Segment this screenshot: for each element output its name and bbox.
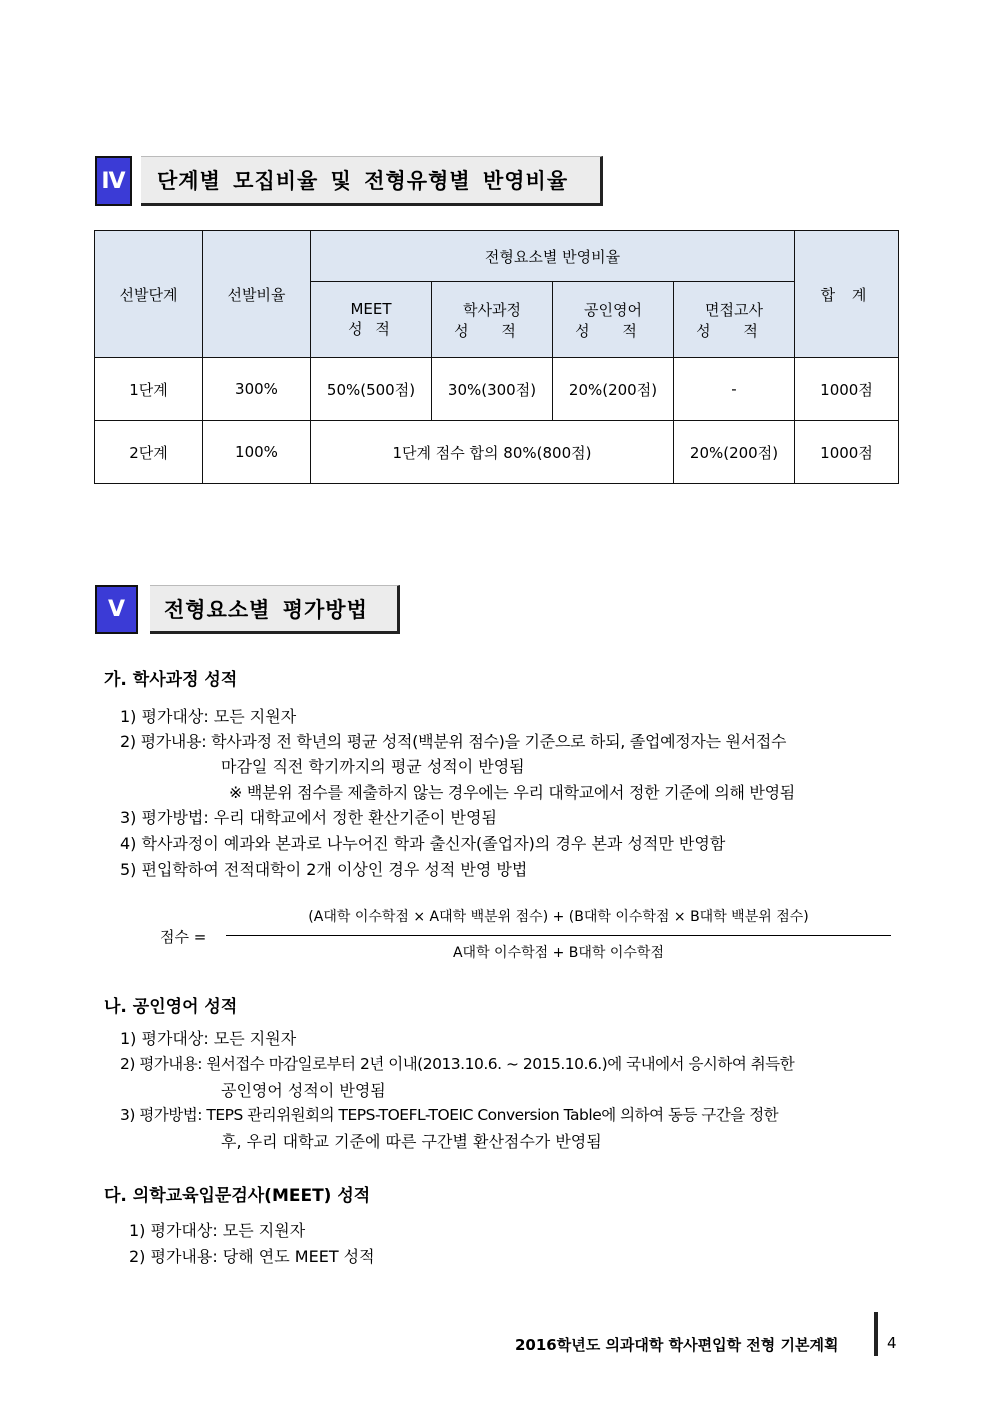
header-meet-line2: 성 적: [348, 320, 394, 338]
a-line5: 5) 편입학하여 전적대학이 2개 이상인 경우 성적 반영 방법: [120, 860, 528, 879]
header-interview-line1: 면접고사: [705, 300, 763, 319]
table-row: [95, 358, 899, 421]
header-meet: [311, 282, 432, 358]
header-gpa-line1: 학사과정: [463, 300, 521, 319]
a-line4: 4) 학사과정이 예과와 본과로 나누어진 학과 출신자(졸업자)의 경우 본과 성적만 반영함: [120, 834, 726, 853]
header-interview-line2: 성 적: [696, 321, 772, 340]
header-stage: 선발단계: [95, 231, 203, 358]
a-line1: 1) 평가대상: 모든 지원자: [120, 707, 297, 726]
section4-number: Ⅳ: [95, 156, 132, 206]
header-interview: [674, 282, 795, 358]
section5-title: 전형요소별 평가방법: [150, 585, 400, 634]
header-english-line1: 공인영어: [584, 300, 642, 319]
header-gpa-line2: 성 적: [454, 321, 530, 340]
row2-total: 1000점: [795, 421, 899, 484]
section5-number: Ⅴ: [95, 585, 138, 634]
section5-header: [95, 585, 400, 634]
row1-gpa: 30%(300점): [432, 358, 553, 421]
b-line1: 1) 평가대상: 모든 지원자: [120, 1029, 297, 1048]
header-english: [553, 282, 674, 358]
b-line3b: 후, 우리 대학교 기준에 따른 구간별 환산점수가 반영됨: [221, 1132, 602, 1151]
subsection-b-heading: 나. 공인영어 성적: [104, 997, 238, 1017]
formula-label: 점수 =: [160, 928, 207, 946]
b-line3: 3) 평가방법: TEPS 관리위원회의 TEPS-TOEFL-TOEIC Conversion Table에 의하여 동등 구간을 정한: [120, 1106, 779, 1124]
row1-ratio: 300%: [203, 358, 311, 421]
c-line2: 2) 평가내용: 당해 연도 MEET 성적: [129, 1247, 375, 1266]
subsection-a-heading: 가. 학사과정 성적: [104, 670, 238, 690]
footer-divider: [874, 1312, 878, 1356]
row2-interview: 20%(200점): [674, 421, 795, 484]
footer-title: 2016학년도 의과대학 학사편입학 전형 기본계획: [515, 1336, 839, 1354]
page-number: 4: [887, 1334, 897, 1352]
table-row: [95, 421, 899, 484]
header-ratio: 선발비율: [203, 231, 311, 358]
formula-numerator: (A대학 이수학점 × A대학 백분위 점수) + (B대학 이수학점 × B대학 백분위 점수): [308, 909, 809, 925]
formula-fraction-bar: [226, 935, 891, 936]
selection-ratio-table: [94, 230, 899, 484]
row1-stage: 1단계: [95, 358, 203, 421]
c-line1: 1) 평가대상: 모든 지원자: [129, 1221, 306, 1240]
row1-total: 1000점: [795, 358, 899, 421]
b-line2b: 공인영어 성적이 반영됨: [221, 1081, 386, 1100]
a-line2: 2) 평가내용: 학사과정 전 학년의 평균 성적(백분위 점수)을 기준으로 하되, 졸업예정자는 원서접수: [120, 732, 787, 751]
a-line3: 3) 평가방법: 우리 대학교에서 정한 환산기준이 반영됨: [120, 808, 497, 827]
header-meet-line1: MEET: [350, 300, 392, 318]
a-line2c: ※ 백분위 점수를 제출하지 않는 경우에는 우리 대학교에서 정한 기준에 의해 반영됨: [229, 783, 795, 802]
row1-english: 20%(200점): [553, 358, 674, 421]
section4-title: 단계별 모집비율 및 전형유형별 반영비율: [141, 156, 603, 206]
row1-meet: 50%(500점): [311, 358, 432, 421]
section4-header: [95, 156, 603, 206]
formula-denominator: A대학 이수학점 + B대학 이수학점: [452, 945, 664, 961]
row1-interview: -: [674, 358, 795, 421]
a-line2b: 마감일 직전 학기까지의 평균 성적이 반영됨: [221, 757, 525, 776]
row2-ratio: 100%: [203, 421, 311, 484]
header-group: 전형요소별 반영비율: [311, 231, 795, 282]
header-english-line2: 성 적: [575, 321, 651, 340]
header-gpa: [432, 282, 553, 358]
row2-stage: 2단계: [95, 421, 203, 484]
subsection-c-heading: 다. 의학교육입문검사(MEET) 성적: [104, 1186, 371, 1206]
header-total: 합 계: [795, 231, 899, 358]
b-line2: 2) 평가내용: 원서접수 마감일로부터 2년 이내(2013.10.6. ~ 2015.10.6.)에 국내에서 응시하여 취득한: [120, 1055, 795, 1073]
row2-merged: 1단계 점수 합의 80%(800점): [311, 421, 674, 484]
